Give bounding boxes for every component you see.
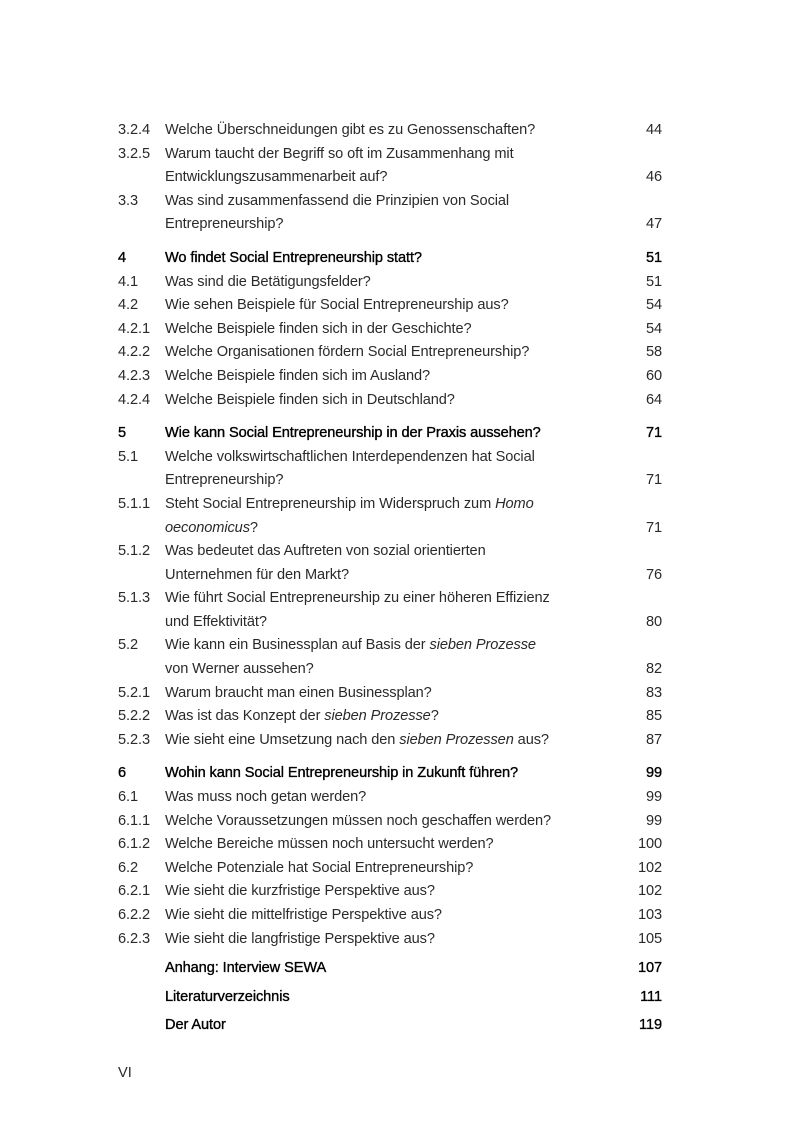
toc-entry-title bbox=[165, 1011, 602, 1040]
toc-section-entry[interactable] bbox=[118, 143, 662, 190]
toc-entry-page: 44 bbox=[645, 122, 662, 138]
toc-section-entry[interactable] bbox=[118, 857, 662, 881]
toc-entry-title bbox=[165, 294, 602, 318]
toc-entry-title-line: Steht Social Entrepreneurship im Widerspruch zum Homo bbox=[165, 495, 534, 512]
toc-entry-page: 102 bbox=[637, 883, 662, 900]
toc-section-entry[interactable] bbox=[118, 705, 662, 729]
toc-entry-title-line: Welche Bereiche müssen noch untersucht werden? bbox=[165, 836, 494, 853]
toc-section-entry[interactable] bbox=[118, 682, 662, 706]
toc-entry-title-line: Wie sieht die mittelfristige Perspektive aus? bbox=[165, 907, 442, 923]
toc-entry-page: 82 bbox=[645, 661, 662, 678]
toc-entry-title bbox=[165, 833, 602, 857]
toc-section-entry[interactable] bbox=[118, 880, 662, 904]
toc-entry-title-line: Warum braucht man einen Businessplan? bbox=[165, 684, 432, 701]
toc-entry-title bbox=[165, 857, 602, 881]
toc-entry-title-line: Entrepreneurship? bbox=[165, 216, 284, 233]
toc-entry-title bbox=[165, 705, 602, 729]
toc-entry-title-line: Warum taucht der Begriff so oft im Zusammenhang mit bbox=[165, 145, 514, 162]
toc-entry-title-line: Welche Organisationen fördern Social Entrepreneurship? bbox=[165, 344, 530, 361]
toc-chapter-entry[interactable] bbox=[118, 422, 662, 446]
toc-entry-title bbox=[165, 729, 602, 753]
toc-entry-number: 5.2 bbox=[118, 637, 138, 654]
toc-entry-page: 51 bbox=[645, 273, 662, 290]
toc-entry-title bbox=[165, 247, 602, 271]
toc-entry-number: 4.2 bbox=[118, 297, 138, 314]
toc-entry-title bbox=[165, 341, 602, 365]
toc-entry-title bbox=[165, 810, 602, 834]
toc-entry-title-line: Anhang: Interview SEWA bbox=[165, 960, 327, 977]
toc-entry-number: 4 bbox=[118, 249, 127, 266]
toc-entry-title bbox=[165, 634, 602, 681]
toc-entry-title-line: Wie sieht eine Umsetzung nach den sieben Prozessen aus? bbox=[165, 731, 549, 748]
toc-entry-page: 99 bbox=[645, 765, 662, 782]
toc-entry-number: 6 bbox=[118, 765, 127, 782]
toc-entry-title-line: Welche Potenziale hat Social Entrepreneurship? bbox=[165, 859, 474, 876]
toc-entry-title-line: Was bedeutet das Auftreten von sozial orientierten bbox=[165, 543, 486, 560]
toc-entry-page: 111 bbox=[640, 988, 662, 1005]
toc-section-entry[interactable] bbox=[118, 271, 662, 295]
toc-entry-number: 3.2.5 bbox=[118, 145, 150, 162]
toc-entry-title bbox=[165, 587, 602, 634]
toc-entry-number: 5.2.1 bbox=[118, 684, 150, 701]
toc-entry-page: 76 bbox=[645, 566, 662, 583]
toc-entry-page: 71 bbox=[645, 519, 662, 536]
toc-entry-title-line: Wie kann Social Entrepreneurship in der Praxis aussehen? bbox=[165, 425, 541, 442]
toc-entry-page: 58 bbox=[645, 344, 662, 361]
toc-entry-page: 71 bbox=[645, 472, 662, 489]
toc-entry-number: 5 bbox=[118, 425, 127, 442]
toc-entry-number: 5.2.3 bbox=[118, 731, 150, 748]
toc-entry-page: 47 bbox=[645, 216, 662, 233]
toc-entry-title bbox=[165, 954, 602, 983]
toc-backmatter-entry[interactable] bbox=[118, 983, 662, 1012]
toc-entry-title bbox=[165, 983, 602, 1012]
toc-entry-number: 6.2.1 bbox=[118, 883, 150, 900]
toc-section-entry[interactable] bbox=[118, 190, 662, 237]
toc-entry-number: 6.1 bbox=[118, 789, 138, 806]
toc-entry-page: 54 bbox=[645, 320, 662, 337]
toc-section-entry[interactable] bbox=[118, 119, 662, 143]
table-of-contents bbox=[118, 119, 662, 1040]
toc-entry-page: 105 bbox=[637, 930, 662, 947]
toc-section-entry[interactable] bbox=[118, 587, 662, 634]
toc-entry-page: 83 bbox=[645, 684, 662, 701]
toc-entry-title-line: Wohin kann Social Entrepreneurship in Zukunft führen? bbox=[165, 765, 519, 782]
toc-section-entry[interactable] bbox=[118, 540, 662, 587]
toc-entry-title-line: Was sind zusammenfassend die Prinzipien von Social bbox=[165, 192, 510, 209]
toc-chapter-entry[interactable] bbox=[118, 247, 662, 271]
toc-entry-number: 4.2.4 bbox=[118, 391, 150, 408]
toc-entry-title bbox=[165, 318, 602, 342]
toc-entry-title-line: Literaturverzeichnis bbox=[165, 988, 290, 1005]
toc-section-entry[interactable] bbox=[118, 833, 662, 857]
toc-entry-title bbox=[165, 762, 602, 786]
toc-entry-title-line: Der Autor bbox=[165, 1017, 226, 1034]
toc-entry-number: 5.2.2 bbox=[118, 708, 150, 725]
toc-section-entry[interactable] bbox=[118, 341, 662, 365]
toc-chapter-entry[interactable] bbox=[118, 762, 662, 786]
toc-entry-title bbox=[165, 365, 602, 389]
toc-section-entry[interactable] bbox=[118, 634, 662, 681]
toc-entry-title-line: und Effektivität? bbox=[165, 613, 267, 630]
toc-entry-title-line: Wie kann ein Businessplan auf Basis der sieben Prozesse bbox=[165, 637, 536, 654]
toc-entry-title-line: Welche Voraussetzungen müssen noch geschaffen werden? bbox=[165, 812, 552, 829]
toc-entry-page: 46 bbox=[645, 169, 662, 186]
toc-section-entry[interactable] bbox=[118, 446, 662, 493]
toc-entry-number: 6.2.2 bbox=[118, 907, 150, 923]
toc-entry-title-line: oeconomicus? bbox=[165, 519, 258, 536]
toc-entry-number: 5.1.3 bbox=[118, 590, 150, 607]
toc-entry-number: 4.1 bbox=[118, 273, 138, 290]
toc-section-entry[interactable] bbox=[118, 928, 662, 952]
toc-entry-title-line: Entrepreneurship? bbox=[165, 472, 284, 489]
toc-entry-title-line: Welche volkswirtschaftlichen Interdependenzen hat Social bbox=[165, 448, 535, 465]
toc-entry-page: 103 bbox=[637, 907, 662, 923]
toc-entry-page: 107 bbox=[637, 960, 662, 977]
toc-entry-title bbox=[165, 682, 602, 706]
toc-entry-title-line: Unternehmen für den Markt? bbox=[165, 566, 349, 583]
toc-section-entry[interactable] bbox=[118, 729, 662, 753]
toc-entry-number: 5.1 bbox=[118, 448, 138, 465]
page-number-folio: VI bbox=[118, 1065, 132, 1081]
toc-entry-number: 4.2.1 bbox=[118, 320, 150, 337]
toc-entry-page: 99 bbox=[645, 812, 662, 829]
toc-entry-page: 80 bbox=[645, 613, 662, 630]
toc-entry-title bbox=[165, 389, 602, 413]
toc-entry-page: 60 bbox=[645, 367, 662, 384]
toc-section-entry[interactable] bbox=[118, 365, 662, 389]
toc-entry-title-line: Entwicklungszusammenarbeit auf? bbox=[165, 169, 388, 186]
toc-entry-title bbox=[165, 271, 602, 295]
toc-entry-page: 87 bbox=[645, 731, 662, 748]
toc-entry-title bbox=[165, 786, 602, 810]
toc-entry-number: 5.1.2 bbox=[118, 543, 150, 560]
toc-entry-title-line: Was ist das Konzept der sieben Prozesse? bbox=[165, 708, 439, 725]
toc-entry-title-line: Was sind die Betätigungsfelder? bbox=[165, 273, 371, 290]
toc-section-entry[interactable] bbox=[118, 294, 662, 318]
toc-entry-title bbox=[165, 880, 602, 904]
toc-section-entry[interactable] bbox=[118, 904, 662, 928]
toc-entry-title-line: Wo findet Social Entrepreneurship statt? bbox=[165, 249, 422, 266]
toc-entry-title-line: Was muss noch getan werden? bbox=[165, 789, 367, 806]
toc-entry-page: 54 bbox=[645, 297, 662, 314]
toc-entry-title bbox=[165, 904, 602, 928]
toc-entry-title-line: Welche Beispiele finden sich in der Geschichte? bbox=[165, 320, 472, 337]
toc-entry-number: 5.1.1 bbox=[118, 495, 150, 512]
toc-entry-title bbox=[165, 493, 602, 540]
toc-entry-number: 3.3 bbox=[118, 192, 138, 209]
toc-entry-title-line: Welche Beispiele finden sich in Deutschland? bbox=[165, 391, 455, 408]
toc-entry-page: 64 bbox=[645, 391, 662, 408]
toc-entry-page: 119 bbox=[639, 1017, 662, 1034]
toc-entry-title bbox=[165, 540, 602, 587]
toc-section-entry[interactable] bbox=[118, 786, 662, 810]
toc-entry-title-line: Welche Überschneidungen gibt es zu Genossenschaften? bbox=[165, 122, 536, 138]
toc-entry-title-line: Wie sieht die kurzfristige Perspektive aus? bbox=[165, 883, 435, 900]
toc-entry-page: 102 bbox=[637, 859, 662, 876]
toc-entry-page: 99 bbox=[645, 789, 662, 806]
toc-entry-title bbox=[165, 143, 602, 190]
toc-entry-title bbox=[165, 119, 602, 143]
toc-backmatter-entry[interactable] bbox=[118, 1011, 662, 1040]
toc-entry-title-line: Welche Beispiele finden sich im Ausland? bbox=[165, 367, 431, 384]
toc-entry-page: 85 bbox=[645, 708, 662, 725]
toc-entry-page: 100 bbox=[637, 836, 662, 853]
toc-entry-number: 4.2.3 bbox=[118, 367, 150, 384]
toc-entry-title bbox=[165, 190, 602, 237]
toc-entry-number: 6.1.1 bbox=[118, 812, 150, 829]
toc-entry-title-line: Wie sehen Beispiele für Social Entrepreneurship aus? bbox=[165, 297, 509, 314]
toc-entry-title bbox=[165, 928, 602, 952]
toc-entry-number: 6.2.3 bbox=[118, 930, 150, 947]
toc-section-entry[interactable] bbox=[118, 318, 662, 342]
toc-entry-number: 4.2.2 bbox=[118, 344, 150, 361]
toc-section-entry[interactable] bbox=[118, 810, 662, 834]
toc-entry-title bbox=[165, 422, 602, 446]
toc-entry-page: 71 bbox=[645, 425, 662, 442]
toc-entry-title-line: Wie führt Social Entrepreneurship zu einer höheren Effizienz bbox=[165, 590, 550, 607]
toc-entry-title bbox=[165, 446, 602, 493]
toc-section-entry[interactable] bbox=[118, 493, 662, 540]
toc-entry-title-line: Wie sieht die langfristige Perspektive aus? bbox=[165, 930, 435, 947]
toc-entry-title-line: von Werner aussehen? bbox=[165, 661, 314, 678]
toc-entry-number: 3.2.4 bbox=[118, 122, 150, 138]
toc-backmatter-entry[interactable] bbox=[118, 954, 662, 983]
toc-entry-number: 6.1.2 bbox=[118, 836, 150, 853]
toc-section-entry[interactable] bbox=[118, 389, 662, 413]
toc-entry-page: 51 bbox=[645, 249, 662, 266]
toc-entry-number: 6.2 bbox=[118, 859, 138, 876]
